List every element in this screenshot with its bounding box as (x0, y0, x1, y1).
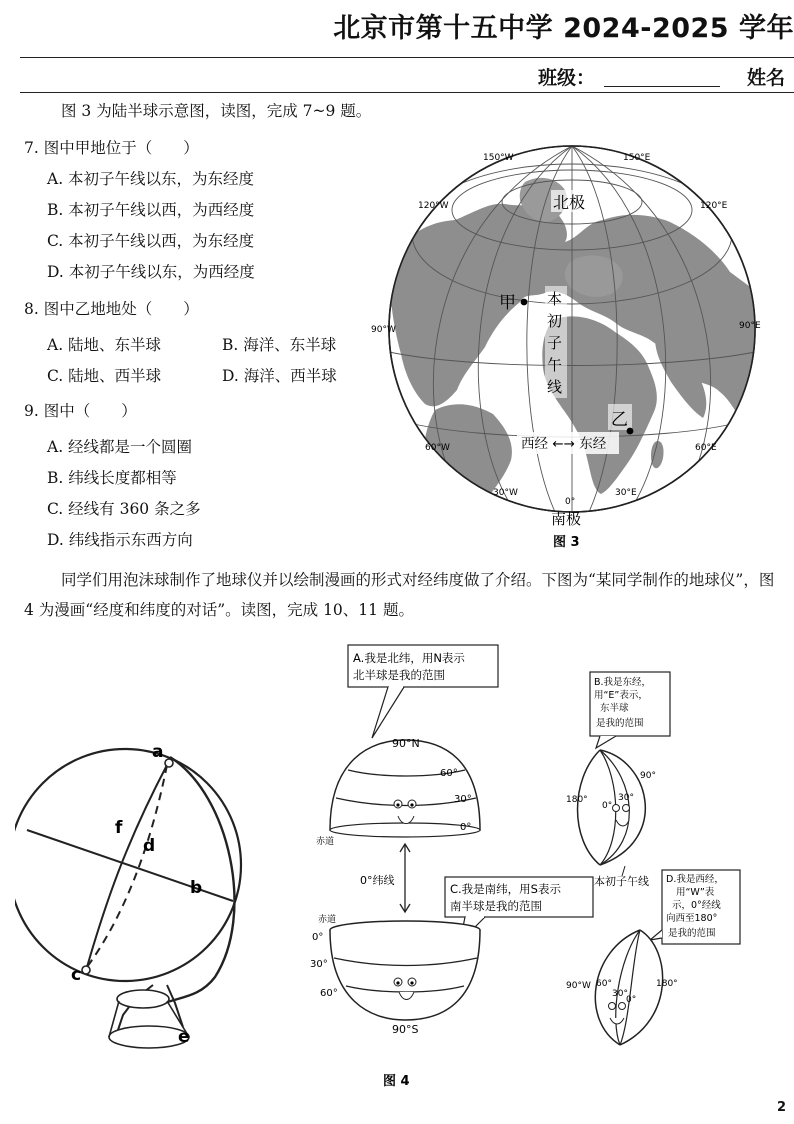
figure-3-caption: 图 3 (553, 535, 580, 550)
label-b: b (190, 878, 203, 898)
e-30-label: 30° (618, 793, 634, 803)
q9-stem: 9. 图中（ ） (24, 402, 137, 420)
lat2-60-label: 60° (320, 988, 338, 999)
point-c-marker (82, 966, 90, 974)
label-a: a (152, 742, 164, 762)
latitude-0-label: 0°纬线 (360, 874, 395, 887)
w-30-label: 30° (612, 989, 628, 999)
intro-7-9: 图 3 为陆半球示意图，读图，完成 7~9 题。 (61, 102, 372, 120)
w-90-label: 90°W (566, 981, 591, 991)
class-blank (604, 86, 720, 87)
lon-150w-label: 150°W (483, 153, 514, 163)
q8-option-d: D. 海洋、西半球 (222, 367, 337, 385)
q9-option-b: B. 纬线长度都相等 (47, 469, 177, 487)
w-0-label: 0° (626, 995, 637, 1005)
lon-90e-label: 90°E (739, 321, 761, 331)
lat2-30-label: 30° (310, 959, 328, 970)
q9-option-a: A. 经线都是一个圆圈 (47, 438, 193, 456)
south-pole-label: 南极 (551, 510, 582, 528)
bubble-b-line-1: B.我是东经， (594, 677, 652, 688)
bubble-b-line-4: 是我的范围 (596, 718, 644, 729)
q9-option-c: C. 经线有 360 条之多 (47, 500, 201, 518)
lon-150e-label: 150°E (623, 153, 651, 163)
q7-stem: 7. 图中甲地位于（ ） (24, 139, 199, 157)
e-0-label: 0° (602, 801, 613, 811)
point-a-marker (165, 759, 173, 767)
intro-10-11: 同学们用泡沫球制作了地球仪并以绘制漫画的形式对经纬度做了介绍。下图为“某同学制作的地球仪”，图 4 为漫画“经度和纬度的对话”。读图，完成 10、11 题。 (24, 571, 775, 619)
globe-base-e (109, 1026, 189, 1048)
bubble-c-line-1: C.我是南纬，用S表示 (450, 882, 561, 896)
bubble-d-line-5: 是我的范围 (668, 928, 716, 939)
label-f: f (115, 818, 123, 838)
page-title: 北京市第十五中学 2024-2025 学年 (333, 13, 794, 44)
bubble-a-line-1: A.我是北纬，用N表示 (353, 651, 465, 665)
lat2-0-label: 0° (312, 932, 324, 943)
q7-option-c: C. 本初子午线以西，为东经度 (47, 232, 255, 250)
lon-120w-label: 120°W (418, 201, 449, 211)
q9-option-d: D. 纬线指示东西方向 (47, 531, 193, 549)
q7-option-b: B. 本初子午线以西，为西经度 (47, 201, 255, 219)
name-label: 姓名 (747, 67, 786, 89)
bubble-d-line-2: 用“W”表 (676, 887, 715, 898)
q8-option-c: C. 陆地、西半球 (47, 367, 162, 385)
q7-option-d: D. 本初子午线以东，为西经度 (47, 263, 255, 281)
equator-label-south: 赤道 (318, 915, 337, 925)
label-c: c (71, 965, 82, 985)
figure-3-land-hemisphere (365, 142, 770, 552)
lon-30w-label: 30°W (493, 488, 518, 498)
header-divider-lower (20, 92, 794, 93)
lat-90s-label: 90°S (392, 1023, 419, 1036)
q8-option-a: A. 陆地、东半球 (47, 336, 162, 354)
lat-90n-label: 90°N (392, 737, 420, 750)
lon-60w-label: 60°W (425, 443, 450, 453)
w-180-label: 180° (656, 979, 678, 989)
q7-option-a: A. 本初子午线以东，为东经度 (47, 170, 255, 188)
q8-stem: 8. 图中乙地地处（ ） (24, 300, 199, 318)
bubble-b-line-3: 东半球 (600, 703, 629, 714)
prime-meridian-label: 本初子午线 (594, 875, 649, 888)
lon-30e-label: 30°E (615, 488, 637, 498)
west-east-label: 西经 ←→ 东经 (521, 436, 607, 452)
bubble-c-line-2: 南半球是我的范围 (450, 899, 542, 913)
globe-stand-top (117, 990, 169, 1008)
bubble-d-line-4: 向西至180° (666, 913, 718, 924)
e-90-label: 90° (640, 771, 656, 781)
header-divider (20, 57, 794, 58)
equator-label-north: 赤道 (316, 837, 335, 847)
lat-30-label: 30° (454, 794, 472, 805)
meridian-char-2: 初 (547, 312, 563, 330)
point-jia-label: 甲 (499, 293, 516, 313)
figure-4-caption: 图 4 (383, 1074, 410, 1089)
label-d: d (143, 836, 156, 856)
lon-120e-label: 120°E (700, 201, 728, 211)
lat-0-label: 0° (460, 822, 472, 833)
point-yi-label: 乙 (611, 410, 628, 430)
label-e: e (178, 1027, 190, 1047)
south-hemisphere-bowl (330, 930, 480, 1020)
lon-0-label: 0° (565, 497, 576, 507)
page-number: 2 (776, 1100, 786, 1115)
meridian-char-4: 午 (547, 356, 563, 374)
w-60-label: 60° (596, 979, 612, 989)
meridian-char-3: 子 (547, 334, 563, 352)
meridian-char-1: 本 (547, 290, 563, 308)
point-yi-marker (627, 428, 634, 435)
globe-model-figure (15, 735, 260, 1055)
point-jia-marker (521, 299, 528, 306)
q8-option-b: B. 海洋、东半球 (222, 336, 337, 354)
lat-60-label: 60° (440, 768, 458, 779)
bubble-a-line-2: 北半球是我的范围 (353, 668, 445, 682)
meridian-char-5: 线 (547, 378, 563, 396)
bubble-b-line-2: 用“E”表示， (594, 690, 648, 701)
e-180-label: 180° (566, 795, 588, 805)
lon-90w-label: 90°W (371, 325, 396, 335)
bubble-d-line-1: D.我是西经， (666, 874, 724, 885)
bubble-d-line-3: 示，0°经线 (672, 900, 721, 911)
north-pole-label: 北极 (553, 193, 586, 212)
class-label: 班级： (538, 67, 596, 89)
figure-4-cartoon (300, 640, 780, 1090)
lon-60e-label: 60°E (695, 443, 717, 453)
